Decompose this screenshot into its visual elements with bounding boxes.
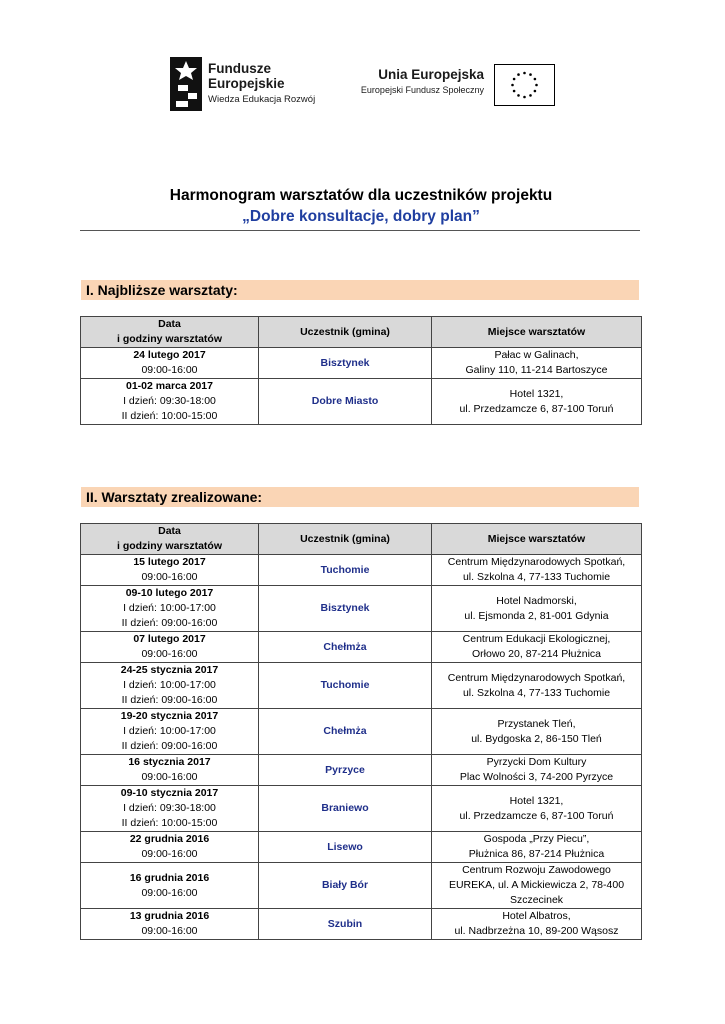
place-cell — [432, 379, 642, 425]
date-header-line1: Data — [158, 318, 181, 330]
place-line: Pałac w Galinach, — [494, 349, 579, 361]
date-cell — [81, 909, 259, 940]
participant-cell: Dobre Miasto — [259, 379, 432, 425]
table-row — [81, 755, 642, 786]
place-cell — [432, 663, 642, 709]
place-line: ul. Szkolna 4, 77-133 Tuchomie — [462, 571, 611, 583]
workshop-date: 16 grudnia 2016 — [129, 871, 210, 884]
place-cell — [432, 786, 642, 832]
table-header-row — [81, 524, 642, 555]
place-cell — [432, 632, 642, 663]
participant-cell: Biały Bór — [259, 863, 432, 909]
place-line: Plac Wolności 3, 74-200 Pyrzyce — [459, 771, 614, 783]
place-cell — [432, 348, 642, 379]
place-line: Płużnica 86, 87-214 Płużnica — [468, 848, 605, 860]
table-row — [81, 379, 642, 425]
place-cell — [432, 909, 642, 940]
place-line: ul. Ejsmonda 2, 81-001 Gdynia — [464, 609, 609, 622]
participant-cell: Braniewo — [259, 786, 432, 832]
completed-section-heading: II. Warsztaty zrealizowane: — [81, 487, 639, 507]
fundusze-europejskie-logo-icon — [170, 57, 202, 111]
eu-flag-icon — [494, 64, 555, 106]
date-cell — [81, 863, 259, 909]
ue-logo-line2: Europejski Fundusz Społeczny — [360, 85, 484, 95]
date-cell — [81, 663, 259, 709]
workshop-date: 15 lutego 2017 — [133, 556, 206, 568]
participant-cell: Tuchomie — [259, 663, 432, 709]
fe-logo-line2: Europejskie — [208, 76, 285, 91]
workshop-hours: 09:00-16:00 — [141, 648, 198, 660]
place-line: Centrum Międzynarodowych Spotkań, — [447, 556, 626, 568]
ue-logo-line1: Unia Europejska — [378, 67, 484, 82]
date-cell — [81, 786, 259, 832]
place-line: Centrum Edukacji Ekologicznej, — [462, 633, 611, 645]
participant-cell: Tuchomie — [259, 555, 432, 586]
table-row — [81, 786, 642, 832]
workshop-hours: 09:00-16:00 — [141, 886, 198, 899]
workshop-hours: 09:00-16:00 — [141, 925, 198, 937]
date-cell — [81, 755, 259, 786]
project-name: „Dobre konsultacje, dobry plan” — [242, 208, 480, 225]
workshop-date: 16 stycznia 2017 — [128, 756, 211, 768]
workshop-hours: 09:00-16:00 — [141, 571, 198, 583]
place-line: Gospoda „Przy Piecu”, — [483, 833, 590, 845]
workshop-hours: 09:00-16:00 — [141, 771, 198, 783]
table-row — [81, 348, 642, 379]
column-header-date — [81, 524, 259, 555]
completed-table-body — [81, 555, 642, 940]
column-header-participant: Uczestnik (gmina) — [259, 317, 432, 348]
upcoming-table-body — [81, 348, 642, 425]
place-line: Szczecinek — [509, 894, 564, 906]
table-row — [81, 832, 642, 863]
logo-bar — [0, 55, 725, 115]
upcoming-section-heading: I. Najbliższe warsztaty: — [81, 280, 639, 300]
table-row — [81, 586, 642, 632]
place-cell — [432, 586, 642, 632]
fe-logo-subtitle: Wiedza Edukacja Rozwój — [208, 94, 316, 105]
place-line: Galiny 110, 11-214 Bartoszyce — [465, 364, 608, 376]
place-line: Centrum Rozwoju Zawodowego — [462, 864, 611, 876]
date-cell — [81, 555, 259, 586]
workshop-hours: I dzień: 10:00-17:00 — [123, 725, 216, 737]
column-header-date — [81, 317, 259, 348]
column-header-participant: Uczestnik (gmina) — [259, 524, 432, 555]
table-row — [81, 555, 642, 586]
table-header-row — [81, 317, 642, 348]
fe-logo-line1: Fundusze — [208, 61, 271, 76]
workshop-date: 24-25 stycznia 2017 — [120, 664, 219, 676]
date-cell — [81, 586, 259, 632]
place-line: ul. Szkolna 4, 77-133 Tuchomie — [462, 686, 611, 699]
participant-cell: Chełmża — [259, 632, 432, 663]
date-header-line1: Data — [158, 525, 181, 537]
workshop-date: 24 lutego 2017 — [133, 349, 206, 361]
workshop-date: 09-10 lutego 2017 — [125, 587, 214, 599]
workshop-date: 01-02 marca 2017 — [126, 380, 213, 392]
date-cell — [81, 632, 259, 663]
workshop-hours: II dzień: 09:00-16:00 — [121, 617, 218, 629]
participant-cell: Szubin — [259, 909, 432, 940]
place-line: Hotel Albatros, — [502, 910, 571, 922]
workshop-date: 09-10 stycznia 2017 — [120, 787, 219, 799]
table-row — [81, 709, 642, 755]
date-cell — [81, 832, 259, 863]
date-cell — [81, 709, 259, 755]
document-title — [80, 187, 642, 226]
workshop-hours: I dzień: 10:00-17:00 — [123, 602, 216, 614]
place-line: EUREKA, ul. A Mickiewicza 2, 78-400 — [448, 879, 625, 891]
place-cell — [432, 832, 642, 863]
workshop-hours: II dzień: 09:00-16:00 — [121, 740, 218, 752]
unia-europejska-wordmark — [352, 67, 484, 95]
place-cell — [432, 863, 642, 909]
date-header-line2: i godziny warsztatów — [116, 540, 222, 552]
place-cell — [432, 709, 642, 755]
workshop-date: 19-20 stycznia 2017 — [120, 710, 219, 722]
upcoming-workshops-table — [80, 316, 642, 425]
workshop-hours: II dzień: 10:00-15:00 — [121, 410, 218, 422]
table-row — [81, 909, 642, 940]
table-row — [81, 632, 642, 663]
place-line: Hotel 1321, — [509, 794, 564, 807]
date-cell — [81, 379, 259, 425]
column-header-place: Miejsce warsztatów — [432, 524, 642, 555]
table-row — [81, 663, 642, 709]
place-cell — [432, 555, 642, 586]
workshop-date: 22 grudnia 2016 — [129, 833, 210, 845]
workshop-hours: 09:00-16:00 — [141, 848, 198, 860]
title-line1: Harmonogram warsztatów dla uczestników projektu — [169, 187, 553, 204]
place-line: ul. Przedzamcze 6, 87-100 Toruń — [459, 402, 614, 415]
place-line: Przystanek Tleń, — [497, 717, 576, 730]
date-cell — [81, 348, 259, 379]
workshop-hours: II dzień: 09:00-16:00 — [121, 694, 218, 706]
place-line: Pyrzycki Dom Kultury — [486, 756, 587, 768]
participant-cell: Chełmża — [259, 709, 432, 755]
workshop-hours: I dzień: 10:00-17:00 — [123, 679, 216, 691]
date-header-line2: i godziny warsztatów — [116, 333, 222, 345]
workshop-date: 13 grudnia 2016 — [129, 910, 210, 922]
place-line: Hotel Nadmorski, — [496, 594, 577, 607]
column-header-place: Miejsce warsztatów — [432, 317, 642, 348]
title-divider — [80, 230, 640, 231]
table-row — [81, 863, 642, 909]
fundusze-europejskie-wordmark — [208, 61, 315, 107]
workshop-hours: 09:00-16:00 — [141, 364, 198, 376]
workshop-date: 07 lutego 2017 — [133, 633, 206, 645]
place-line: ul. Nadbrzeżna 10, 89-200 Wąsosz — [454, 925, 619, 937]
completed-workshops-table — [80, 523, 642, 940]
place-line: ul. Przedzamcze 6, 87-100 Toruń — [459, 809, 614, 822]
workshop-hours: I dzień: 09:30-18:00 — [123, 802, 216, 814]
place-line: Hotel 1321, — [509, 387, 564, 400]
participant-cell: Bisztynek — [259, 348, 432, 379]
workshop-hours: II dzień: 10:00-15:00 — [121, 817, 218, 829]
participant-cell: Pyrzyce — [259, 755, 432, 786]
place-line: ul. Bydgoska 2, 86-150 Tleń — [471, 732, 602, 745]
place-cell — [432, 755, 642, 786]
place-line: Centrum Międzynarodowych Spotkań, — [447, 671, 626, 684]
participant-cell: Bisztynek — [259, 586, 432, 632]
participant-cell: Lisewo — [259, 832, 432, 863]
workshop-hours: I dzień: 09:30-18:00 — [123, 395, 216, 407]
place-line: Orłowo 20, 87-214 Płużnica — [472, 648, 601, 660]
